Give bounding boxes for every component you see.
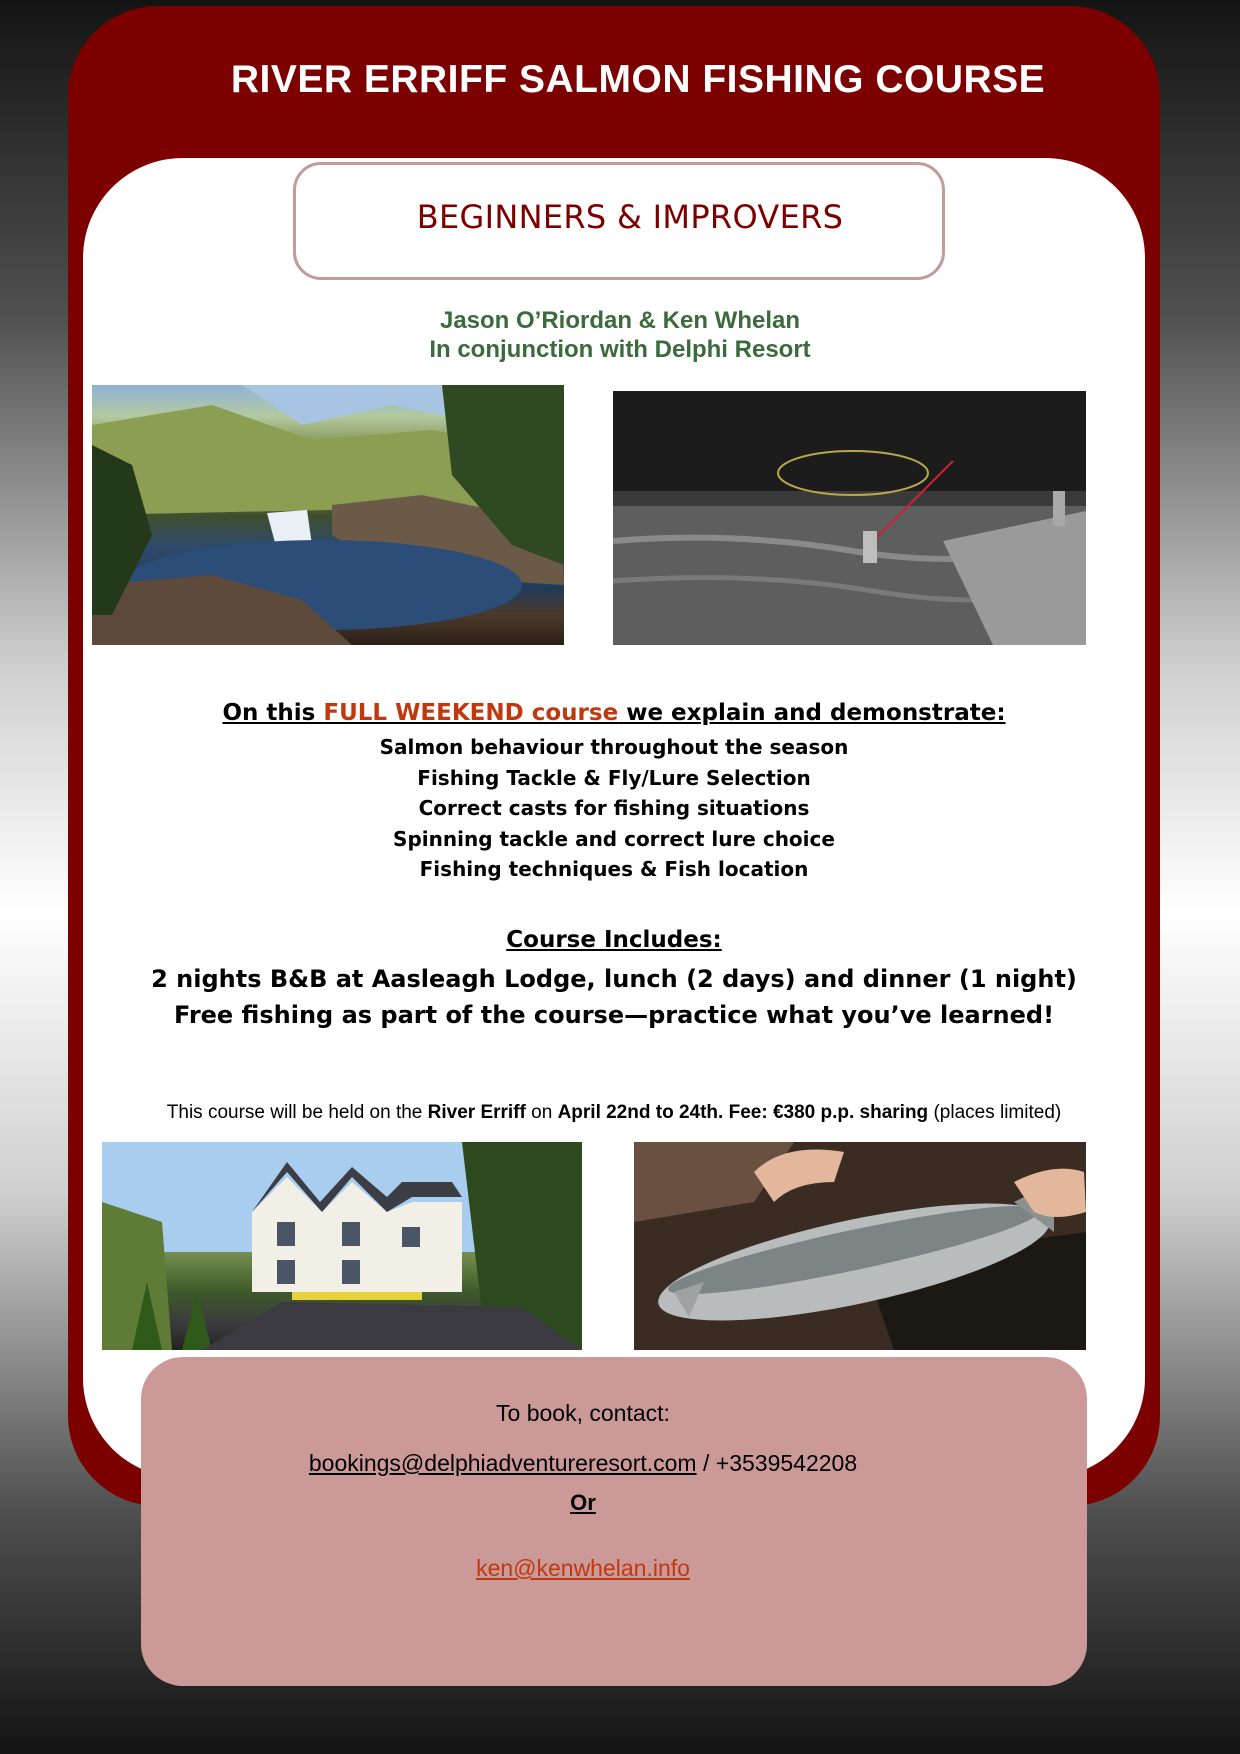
subtitle: BEGINNERS & IMPROVERS [416, 198, 844, 236]
held-river: River Erriff [427, 1102, 526, 1123]
held-text-2: on [525, 1102, 558, 1123]
course-heading-suffix: we explain and demonstrate: [618, 700, 1006, 726]
includes-line-1: 2 nights B&B at Aasleagh Lodge, lunch (2 days) and dinner (1 night) [151, 965, 1077, 993]
course-section [83, 700, 1145, 885]
course-item: Fishing techniques & Fish location [419, 857, 809, 881]
course-heading [83, 700, 1145, 726]
lodge-photo [102, 1142, 582, 1350]
contact-title: To book, contact: [496, 1400, 670, 1426]
fly-caster-photo [613, 391, 1086, 645]
course-item: Fishing Tackle & Fly/Lure Selection [417, 765, 811, 790]
authors-line-1: Jason O’Riordan & Ken Whelan [439, 307, 801, 334]
course-item: Spinning tackle and correct lure choice [393, 826, 835, 851]
contact-or: Or [570, 1490, 596, 1515]
course-heading-prefix: On this [222, 700, 324, 726]
authors [340, 306, 900, 364]
includes-line-2: Free fishing as part of the course—practice what you’ve learned! [173, 1001, 1055, 1029]
ken-email-link[interactable]: ken@kenwhelan.info [476, 1555, 690, 1581]
waterfall-photo [92, 385, 564, 645]
salmon-photo [634, 1142, 1086, 1350]
authors-line-2: In conjunction with Delphi Resort [429, 336, 811, 363]
bookings-email-link[interactable]: bookings@delphiadventureresort.com [308, 1450, 697, 1476]
held-fee: Fee: €380 p.p. sharing [728, 1102, 929, 1123]
held-dates: April 22nd to 24th. [557, 1102, 724, 1123]
course-heading-highlight: FULL WEEKEND course [323, 700, 619, 726]
ken-email-line [141, 1555, 1025, 1582]
course-item: Correct casts for fishing situations [418, 796, 810, 820]
page-title: RIVER ERRIFF SALMON FISHING COURSE [230, 58, 1046, 101]
includes-section [83, 927, 1145, 1033]
contact-line [141, 1450, 1025, 1477]
course-dates-fee [83, 1102, 1145, 1124]
includes-heading: Course Includes: [506, 927, 722, 953]
held-text-1: This course will be held on the [166, 1102, 428, 1123]
held-text-4: (places limited) [928, 1102, 1062, 1123]
contact-phone: / +3539542208 [696, 1450, 858, 1476]
course-item: Salmon behaviour throughout the season [379, 735, 849, 759]
